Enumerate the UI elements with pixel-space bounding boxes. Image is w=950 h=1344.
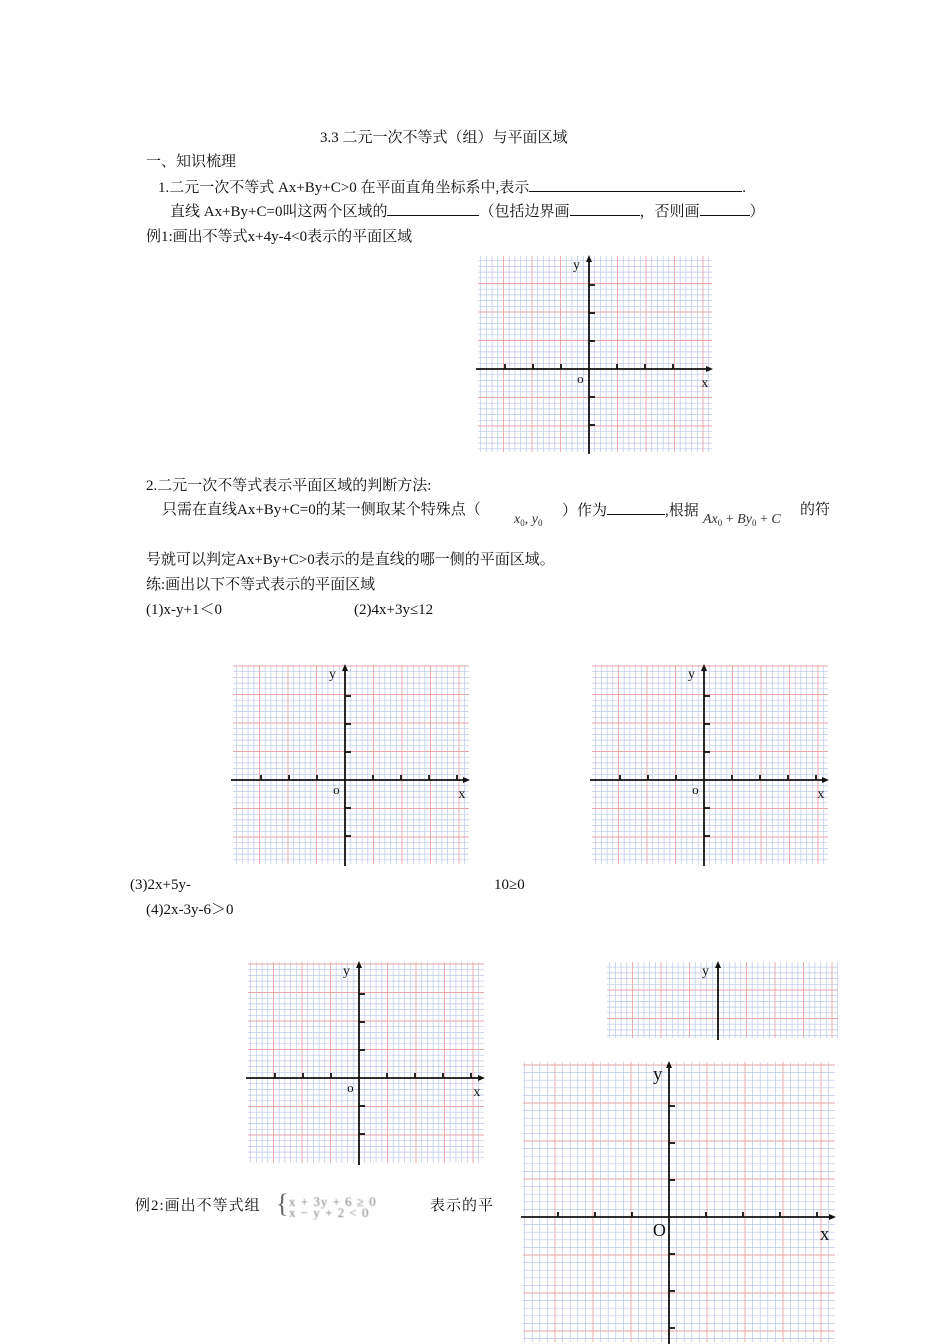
math-sub-2: 0 — [537, 518, 543, 528]
y-axis-label: y — [653, 1064, 663, 1085]
item2b-text-a: 只需在直线Ax+By+C=0的某一侧取某个特殊点（ — [162, 502, 481, 518]
item1b-text-a: 直线 Ax+By+C=0叫这两个区域的 — [170, 204, 388, 220]
system-line-1: x + 3y + 6 ≥ 0 — [289, 1194, 377, 1209]
problem-3-a: (3)2x+5y- — [130, 877, 191, 893]
blank-2[interactable] — [387, 201, 479, 216]
item2c-text: 号就可以判定Ax+By+C>0表示的是直线的哪一侧的平面区域。 — [146, 552, 555, 568]
origin-label: O — [652, 1220, 666, 1240]
section-heading: 一、知识梳理 — [146, 154, 237, 170]
example1-text: 例1:画出不等式x+4y-4<0表示的平面区域 — [146, 229, 413, 245]
blank-5[interactable] — [607, 500, 665, 515]
origin-label: o — [692, 782, 699, 797]
coordinate-grid-1[interactable] — [231, 663, 471, 866]
practice-heading: 练:画出以下不等式表示的平面区域 — [146, 577, 376, 593]
math-sub-4: 0 — [751, 518, 757, 528]
origin-label: o — [347, 1080, 354, 1095]
x-axis-label: x — [819, 1224, 830, 1245]
math-plus-2: + — [756, 512, 772, 527]
origin-label: o — [577, 371, 584, 386]
coordinate-grid-3[interactable] — [246, 960, 486, 1165]
x-axis-label: x — [701, 376, 709, 391]
problem-4: (4)2x-3y-6＞0 — [146, 902, 234, 918]
problem-2: (2)4x+3y≤12 — [354, 602, 434, 618]
item1-end: . — [742, 180, 746, 196]
item1-line — [158, 177, 746, 198]
item2b-line-2 — [562, 500, 699, 521]
item2b-text-c: ,根据 — [665, 503, 699, 519]
x-axis-label: x — [458, 787, 466, 802]
math-ax: Ax — [703, 512, 718, 527]
x-axis-label: x — [473, 1085, 481, 1100]
math-y: y — [531, 512, 538, 527]
point-x0-y0 — [514, 512, 542, 528]
y-axis-label: y — [329, 667, 336, 682]
x-axis-label: x — [817, 787, 825, 802]
item1b-text-c: ，否则画 — [639, 204, 700, 220]
problem-3-b: 10≥0 — [494, 877, 525, 893]
origin-label: o — [333, 782, 340, 797]
coordinate-grid-4-partial[interactable] — [605, 960, 840, 1040]
math-c: C — [771, 512, 781, 527]
coordinate-grid-2[interactable] — [590, 663, 830, 866]
blank-3[interactable] — [570, 201, 640, 216]
coordinate-grid-example2[interactable] — [521, 1060, 837, 1344]
problem-1: (1)x-y+1＜0 — [146, 602, 222, 618]
y-axis-label: y — [343, 964, 350, 979]
math-comma: , — [524, 512, 529, 527]
item1b-text-d: ） — [749, 204, 765, 220]
math-plus-1: + — [722, 512, 738, 527]
example2-end: 表示的平 — [430, 1198, 495, 1214]
item2-heading: 2.二元一次不等式表示平面区域的判断方法: — [146, 478, 432, 494]
item2b-text-d: 的符 — [800, 502, 831, 518]
item1-text: 1.二元一次不等式 Ax+By+C>0 在平面直角坐标系中,表示 — [158, 180, 530, 196]
y-axis-label: y — [702, 964, 709, 979]
y-axis-label: y — [573, 258, 580, 273]
expr-ax0-by0-c — [703, 512, 781, 528]
math-x: x — [514, 512, 521, 527]
y-axis-label: y — [688, 667, 695, 682]
brace-icon: { — [276, 1189, 289, 1218]
math-sub-3: 0 — [717, 518, 723, 528]
item1b-line — [170, 201, 765, 222]
example2-text: 例2:画出不等式组 — [135, 1198, 261, 1214]
math-sub: 0 — [520, 518, 525, 528]
coordinate-grid-example1[interactable] — [476, 254, 714, 454]
blank-1[interactable] — [529, 177, 742, 192]
math-by: By — [737, 512, 752, 527]
blank-4[interactable] — [700, 201, 750, 216]
item2b-text-b: ）作为 — [562, 503, 608, 519]
item1b-text-b: （包括边界画 — [479, 204, 570, 220]
system-line-2: x − y + 2 < 0 — [289, 1205, 370, 1220]
page-title: 3.3 二元一次不等式（组）与平面区域 — [320, 130, 568, 146]
